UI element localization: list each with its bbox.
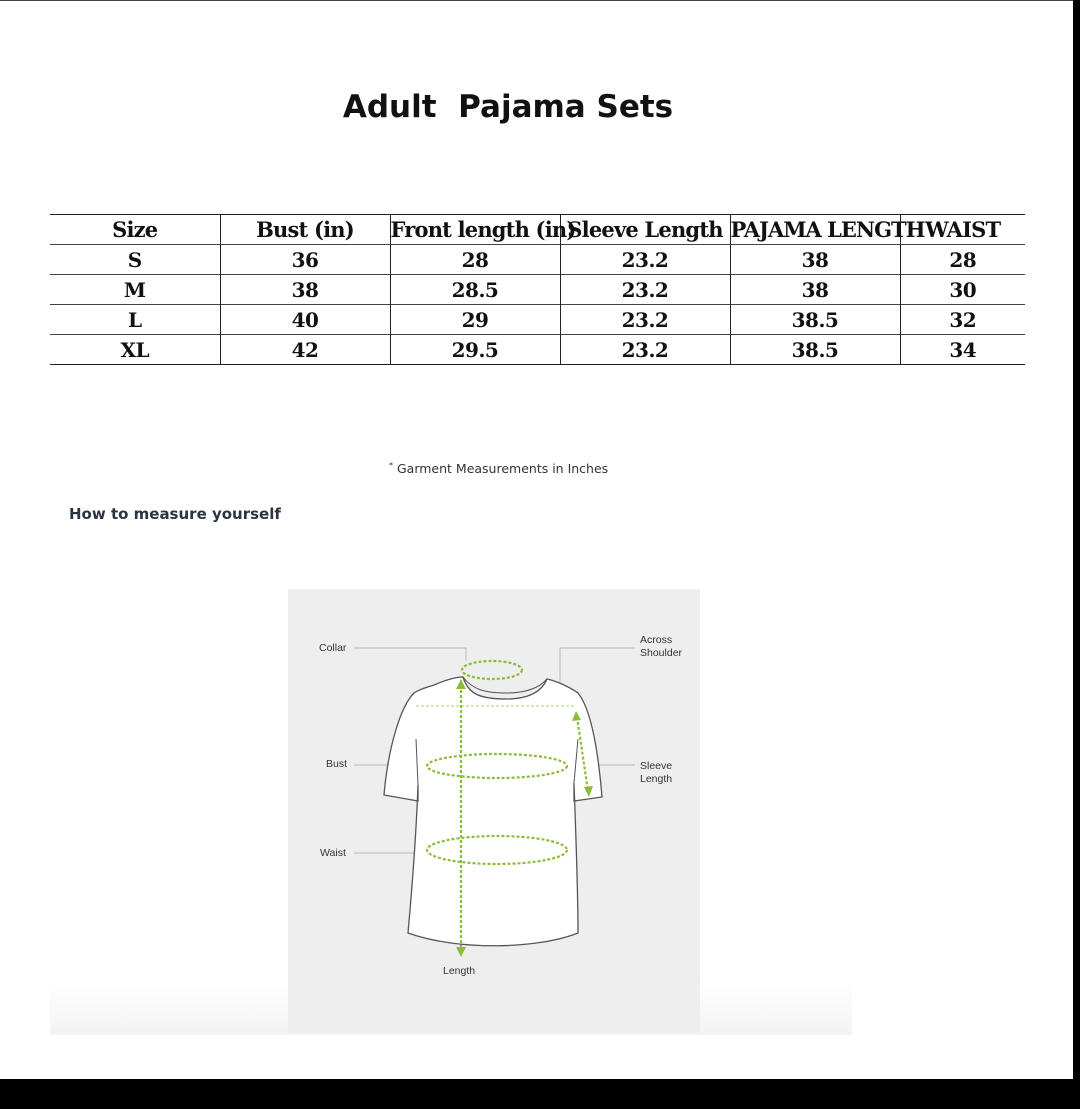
- table-row: [50, 335, 1025, 365]
- header-front-length: Front length (in): [390, 215, 560, 245]
- sleeve-length-cell: 23.2: [560, 305, 730, 335]
- waist-cell: 34: [900, 335, 1025, 365]
- across-shoulder-label: Across Shoulder: [640, 634, 683, 659]
- page-title: Adult Pajama Sets: [342, 89, 674, 125]
- size-cell: S: [50, 245, 220, 275]
- sleeve-length-cell: 23.2: [560, 275, 730, 305]
- note-marker: *: [389, 461, 393, 470]
- pajama-length-cell: 38.5: [730, 305, 900, 335]
- front-length-cell: 28: [390, 245, 560, 275]
- table-row: [50, 275, 1025, 305]
- waist-label: Waist: [320, 847, 346, 859]
- size-cell: XL: [50, 335, 220, 365]
- header-pajama-length: PAJAMA LENGTH: [730, 215, 900, 245]
- size-cell: L: [50, 305, 220, 335]
- sleeve-length-cell: 23.2: [560, 245, 730, 275]
- measurement-note: [389, 461, 608, 476]
- header-bust: Bust (in): [220, 215, 390, 245]
- bust-cell: 38: [220, 275, 390, 305]
- front-length-cell: 29: [390, 305, 560, 335]
- table-row: [50, 245, 1025, 275]
- sleeve-length-label: Sleeve Length: [640, 760, 673, 785]
- pajama-length-cell: 38: [730, 275, 900, 305]
- tshirt-diagram-svg: [288, 589, 700, 1033]
- how-to-measure-heading: How to measure yourself: [69, 505, 281, 523]
- front-length-cell: 29.5: [390, 335, 560, 365]
- table-header-row: [50, 215, 1025, 245]
- bust-label: Bust: [326, 758, 348, 770]
- collar-leader-line: [354, 648, 466, 661]
- sleeve-length-cell: 23.2: [560, 335, 730, 365]
- size-chart-table: [50, 214, 1025, 365]
- waist-cell: 30: [900, 275, 1025, 305]
- bust-cell: 42: [220, 335, 390, 365]
- pajama-length-cell: 38.5: [730, 335, 900, 365]
- length-arrow-bottom-icon: [456, 947, 466, 957]
- header-waist: WAIST: [900, 215, 1025, 245]
- measurement-diagram: [288, 589, 700, 1033]
- front-length-cell: 28.5: [390, 275, 560, 305]
- bust-cell: 40: [220, 305, 390, 335]
- collar-measure: [462, 661, 522, 679]
- waist-cell: 28: [900, 245, 1025, 275]
- header-sleeve-length: Sleeve Length: [560, 215, 730, 245]
- pajama-length-cell: 38: [730, 245, 900, 275]
- table-row: [50, 305, 1025, 335]
- header-size: Size: [112, 217, 158, 242]
- size-cell: M: [50, 275, 220, 305]
- waist-cell: 32: [900, 305, 1025, 335]
- length-label: Length: [443, 965, 476, 977]
- collar-label: Collar: [319, 642, 347, 654]
- note-text: Garment Measurements in Inches: [393, 461, 609, 477]
- bust-cell: 36: [220, 245, 390, 275]
- tshirt-icon: [384, 677, 602, 946]
